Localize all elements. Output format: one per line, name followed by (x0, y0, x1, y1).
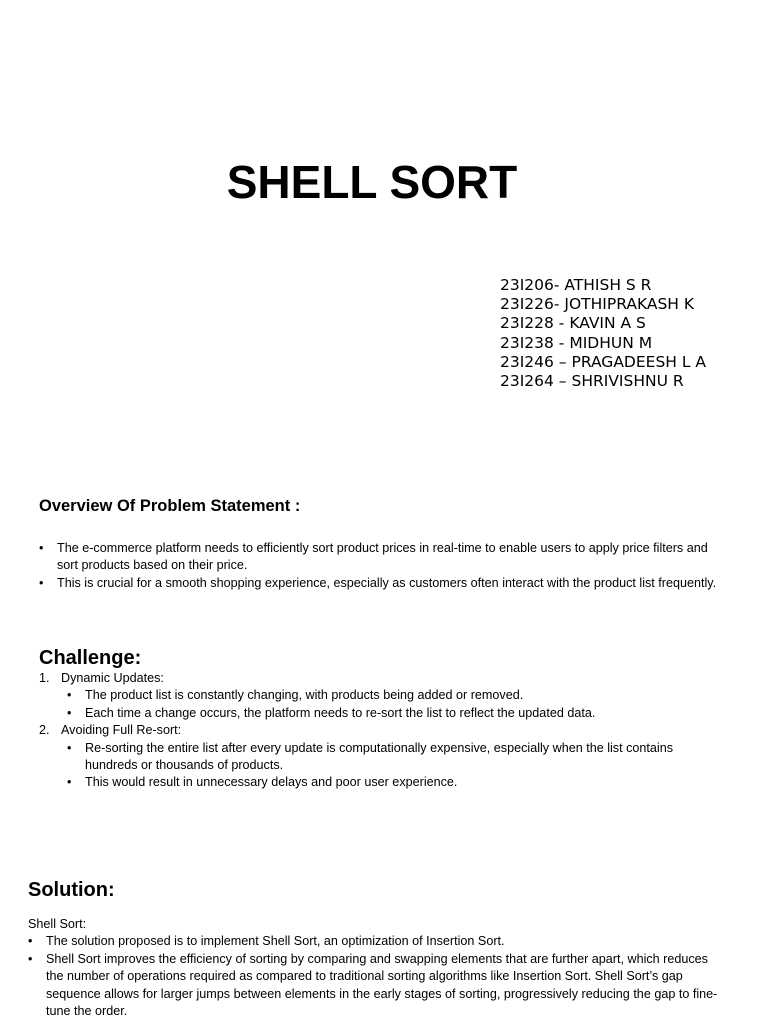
team-member: 23I264 – SHRIVISHNU R (500, 372, 684, 391)
solution-intro: Shell Sort: (28, 917, 87, 931)
challenge-sub-bullet: • This would result in unnecessary delays and poor user experience. (67, 774, 729, 791)
challenge-list (39, 670, 729, 792)
solution-heading: Solution: (28, 879, 115, 901)
challenge-heading: Challenge: (39, 647, 142, 669)
challenge-sub-list (67, 687, 729, 722)
challenge-item (39, 670, 729, 722)
team-members-list (500, 276, 706, 391)
challenge-item-label: Dynamic Updates: (61, 671, 164, 685)
challenge-sub-list (67, 740, 729, 792)
team-member: 23I246 – PRAGADEESH L A (500, 352, 707, 371)
overview-bullet-list (39, 540, 729, 592)
solution-bullet-list (28, 933, 728, 1020)
challenge-sub-bullet: • Each time a change occurs, the platform needs to re-sort the list to reflect the updated data. (67, 705, 729, 722)
team-member: 23I228 - KAVIN A S (500, 314, 646, 333)
team-member: 23I226- JOTHIPRAKASH K (500, 295, 695, 314)
solution-bullet: • Shell Sort improves the efficiency of sorting by comparing and swapping elements that are further apart, which reduces the number of operations required as compared to traditional sorting algorithms like Insertion Sort. Shell Sort’s gap sequence allows for larger jumps between elements in the early stages of sorting, progressively reducing the gap to fine-tune the order. (28, 951, 728, 1021)
challenge-item-label: Avoiding Full Re-sort: (61, 723, 182, 738)
team-member: 23I206- ATHISH S R (500, 276, 652, 294)
overview-heading: Overview Of Problem Statement : (39, 497, 301, 515)
document-title: SHELL SORT (226, 156, 518, 208)
solution-body (28, 916, 728, 1020)
overview-bullet: • This is crucial for a smooth shopping experience, especially as customers often interact with the product list frequently. (39, 575, 729, 592)
challenge-sub-bullet: • The product list is constantly changing, with products being added or removed. (67, 687, 729, 704)
solution-bullet: • The solution proposed is to implement Shell Sort, an optimization of Insertion Sort. (28, 933, 728, 950)
team-member: 23I238 - MIDHUN M (500, 333, 653, 352)
challenge-item-number: 1. (39, 671, 50, 685)
challenge-item (39, 722, 729, 792)
challenge-item-number: 2. (39, 723, 50, 738)
overview-bullet: • The e-commerce platform needs to efficiently sort product prices in real-time to enable users to apply price filters and sort products based on their price. (39, 540, 729, 575)
challenge-sub-bullet: • Re-sorting the entire list after every update is computationally expensive, especially when the list contains hundreds or thousands of products. (67, 740, 729, 775)
